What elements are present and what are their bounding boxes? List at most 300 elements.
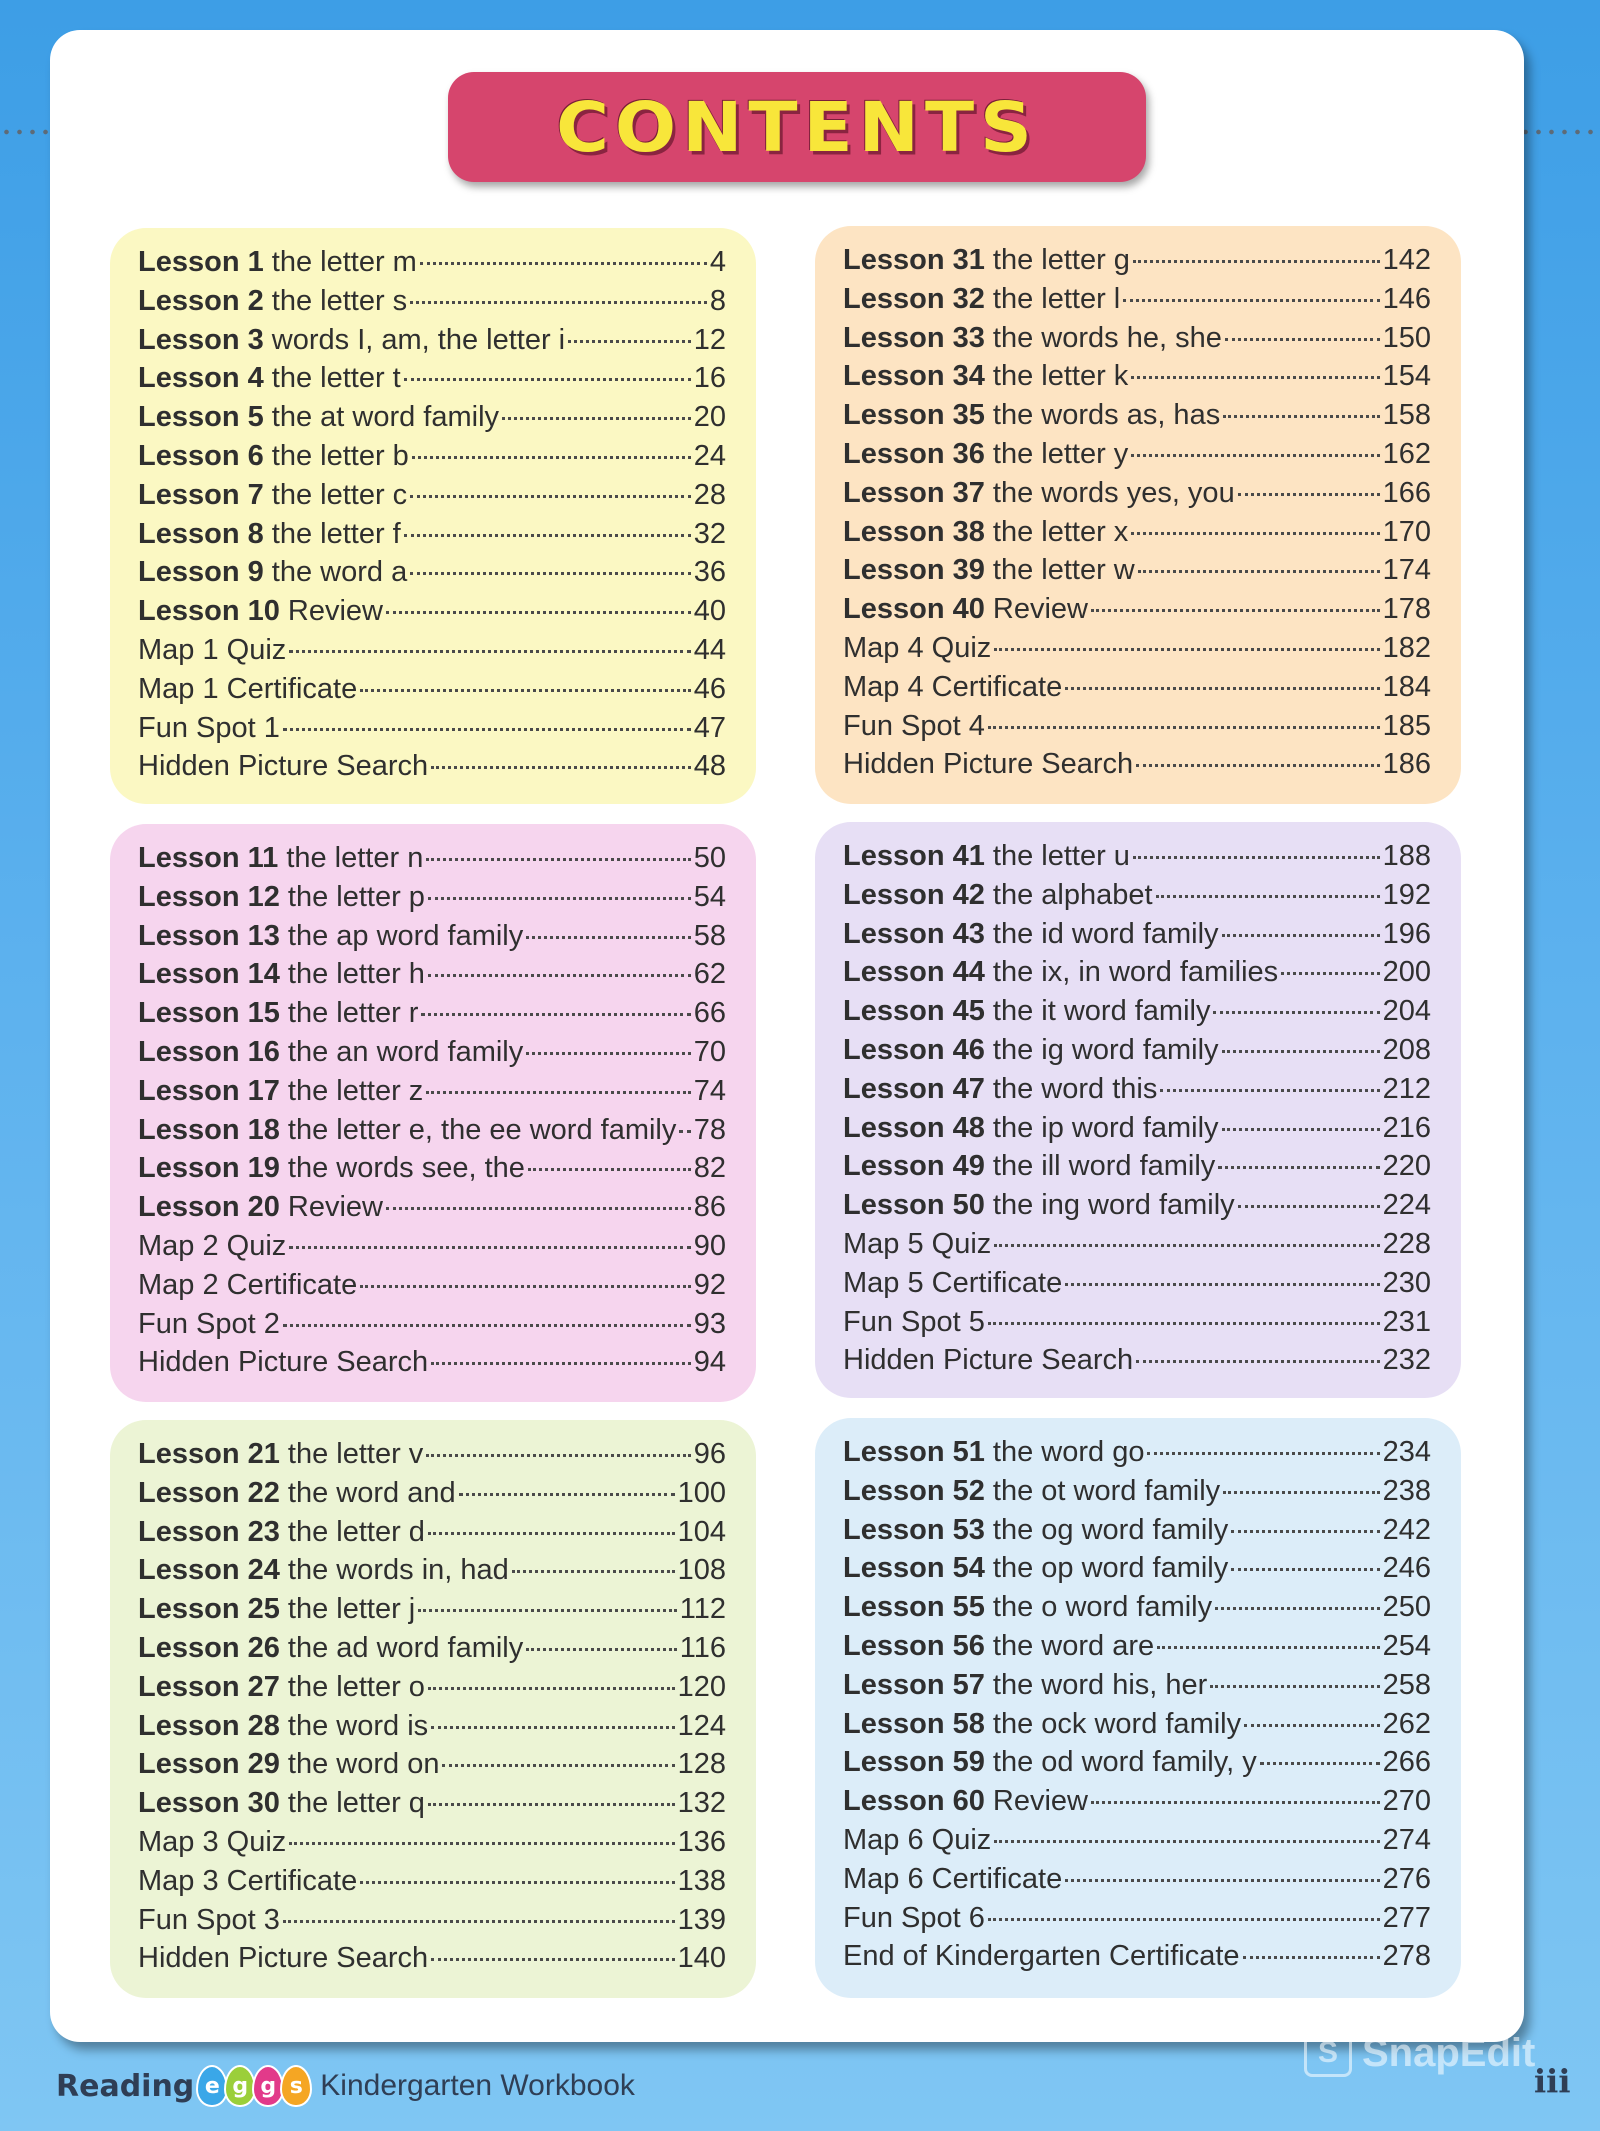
toc-entry-label (843, 1552, 1228, 1585)
toc-entry-lesson: Lesson 45 (843, 995, 985, 1028)
toc-entry (138, 881, 726, 920)
toc-entry-title: the letter v (287, 1438, 424, 1470)
dot-leader (994, 1244, 1379, 1247)
toc-entry (843, 322, 1431, 361)
toc-entry (138, 1308, 726, 1347)
toc-entry-lesson: Lesson 11 (138, 842, 279, 874)
toc-entry-label (843, 516, 1128, 549)
dot-leader (994, 648, 1379, 651)
toc-entry-label (138, 997, 418, 1030)
dot-leader (1238, 1205, 1380, 1208)
dot-leader (289, 1842, 674, 1845)
toc-entry-page: 96 (693, 1438, 726, 1470)
toc-entry-page: 184 (1382, 670, 1431, 703)
toc-entry (138, 1593, 726, 1632)
toc-entry (843, 554, 1431, 593)
book-title: Kindergarten Workbook (320, 2069, 635, 2102)
dot-leader (360, 1285, 691, 1288)
toc-entry-page: 32 (693, 517, 726, 550)
toc-entry-page: 86 (693, 1191, 726, 1224)
toc-entry-label (843, 1306, 985, 1339)
toc-entry-title: Review (992, 593, 1088, 626)
dot-leader (1157, 1646, 1380, 1649)
toc-entry-label (843, 1267, 1062, 1300)
toc-entry-label (138, 518, 401, 551)
brand-logo (56, 2060, 635, 2112)
toc-entry (843, 1189, 1431, 1228)
toc-entry-label (843, 1863, 1062, 1896)
toc-entry-page: 74 (693, 1074, 726, 1107)
toc-entry-lesson: Lesson 12 (138, 880, 280, 913)
toc-entry (138, 673, 726, 712)
toc-entry (843, 1112, 1431, 1151)
toc-entry-page: 54 (693, 880, 726, 913)
dot-leader (410, 301, 707, 304)
toc-entry-title: Review (287, 595, 383, 628)
toc-entry-page: 66 (693, 997, 726, 1030)
dot-leader (1131, 454, 1379, 457)
toc-entry-label (843, 322, 1222, 355)
toc-entry-page: 196 (1382, 917, 1431, 950)
toc-entry-label (843, 593, 1088, 626)
toc-entry-lesson: Lesson 42 (843, 878, 985, 911)
dot-leader (1231, 1568, 1379, 1571)
toc-entry (138, 1671, 726, 1710)
toc-entry (138, 1230, 726, 1269)
toc-entry-page: 142 (1382, 244, 1431, 276)
toc-entry-label (843, 632, 991, 665)
toc-entry-lesson: Lesson 21 (138, 1438, 280, 1470)
dot-leader (420, 262, 707, 265)
toc-entry-label (843, 477, 1235, 510)
toc-panel-map-6 (815, 1418, 1461, 1998)
toc-entry-label (843, 918, 1219, 951)
dot-leader (1243, 1956, 1380, 1959)
dot-leader (283, 1324, 691, 1327)
toc-entry-page: 108 (677, 1554, 726, 1587)
toc-entry-page: 186 (1382, 748, 1431, 781)
toc-entry-lesson: Lesson 60 (843, 1785, 985, 1818)
toc-entry-page: 182 (1382, 631, 1431, 664)
toc-entry-lesson: Lesson 31 (843, 244, 985, 276)
dot-leader (526, 936, 691, 939)
toc-entry-label (138, 1904, 280, 1937)
toc-entry-label (843, 1112, 1219, 1145)
toc-entry-title: the letter u (992, 840, 1130, 872)
toc-entry-page: 250 (1382, 1591, 1431, 1624)
dot-leader (1223, 415, 1379, 418)
dot-leader (404, 378, 691, 381)
toc-entry-page: 232 (1382, 1344, 1431, 1377)
toc-entry-page: 28 (693, 478, 726, 511)
dot-leader (526, 1648, 677, 1651)
toc-entry-label (138, 1152, 525, 1185)
toc-entry-lesson: Lesson 32 (843, 282, 985, 315)
toc-entry-label (138, 634, 286, 667)
toc-entry-title: Map 6 Quiz (843, 1823, 992, 1856)
toc-panel-map-2 (110, 824, 756, 1402)
toc-entry-page: 208 (1382, 1033, 1431, 1066)
toc-entry-page: 138 (677, 1864, 726, 1897)
toc-entry-label (138, 1308, 280, 1341)
toc-entry-label (138, 1516, 425, 1549)
toc-entry-title: the ap word family (287, 919, 524, 952)
toc-entry-lesson: Lesson 26 (138, 1631, 280, 1664)
toc-entry-label (843, 1150, 1215, 1183)
toc-entry-label (138, 556, 407, 589)
toc-entry-title: the letter x (992, 515, 1129, 548)
toc-entry-title: the og word family (992, 1513, 1229, 1546)
toc-entry-title: the words as, has (992, 399, 1221, 432)
toc-entry-page: 36 (693, 556, 726, 589)
toc-entry-title: the letter l (992, 282, 1121, 315)
toc-entry-label (138, 1632, 523, 1665)
toc-entry-title: Fun Spot 5 (843, 1305, 985, 1338)
toc-entry-title: Hidden Picture Search (138, 1346, 429, 1379)
toc-entry-lesson: Lesson 37 (843, 476, 985, 509)
toc-entry (138, 958, 726, 997)
toc-entry-page: 128 (677, 1748, 726, 1781)
toc-entry-title: the ad word family (287, 1631, 524, 1664)
toc-entry (843, 1940, 1431, 1979)
toc-entry (843, 1150, 1431, 1189)
toc-entry (843, 283, 1431, 322)
dot-leader (426, 1454, 690, 1457)
page-title: CONTENTS (556, 87, 1038, 167)
dot-leader (428, 1803, 675, 1806)
toc-entry-title: the id word family (992, 917, 1219, 950)
dot-leader (1131, 532, 1379, 535)
toc-entry (843, 1902, 1431, 1941)
toc-entry-title: the letter h (287, 958, 425, 991)
toc-entry-page: 216 (1382, 1111, 1431, 1144)
toc-entry-lesson: Lesson 30 (138, 1787, 280, 1820)
egg-icon: s (280, 2065, 312, 2107)
toc-entry-page: 262 (1382, 1707, 1431, 1740)
toc-entry (843, 399, 1431, 438)
toc-entry-lesson: Lesson 59 (843, 1746, 985, 1779)
toc-entry-page: 47 (693, 711, 726, 744)
dot-leader (428, 1532, 675, 1535)
toc-entry-title: Hidden Picture Search (843, 1344, 1134, 1377)
toc-entry (138, 1632, 726, 1671)
dot-leader (1123, 299, 1379, 302)
toc-entry-label (843, 1514, 1228, 1547)
toc-entry-page: 40 (693, 595, 726, 628)
toc-entry-lesson: Lesson 57 (843, 1668, 985, 1701)
dot-leader (428, 974, 691, 977)
toc-entry-title: Review (992, 1785, 1088, 1818)
toc-entry (138, 1269, 726, 1308)
toc-entry (843, 1863, 1431, 1902)
toc-entry-label (843, 1940, 1240, 1973)
toc-entry-lesson: Lesson 2 (138, 284, 264, 317)
toc-entry-page: 258 (1382, 1668, 1431, 1701)
toc-entry-page: 16 (693, 362, 726, 395)
toc-entry-label (843, 748, 1133, 781)
toc-entry (138, 479, 726, 518)
dot-leader (289, 650, 690, 653)
egg-icon: g (224, 2065, 256, 2107)
toc-entry-label (843, 438, 1128, 471)
dot-leader (1213, 1011, 1379, 1014)
toc-entry-page: 93 (693, 1307, 726, 1340)
toc-entry-lesson: Lesson 1 (138, 246, 264, 278)
toc-entry-lesson: Lesson 33 (843, 321, 985, 354)
dot-leader (412, 456, 691, 459)
toc-entry-title: the words he, she (992, 321, 1222, 354)
toc-entry-title: the alphabet (992, 878, 1153, 911)
toc-entry (138, 556, 726, 595)
toc-entry-page: 238 (1382, 1474, 1431, 1507)
toc-entry (138, 712, 726, 751)
toc-entry-title: Review (287, 1191, 383, 1224)
toc-entry-label (843, 283, 1120, 316)
dot-leader (418, 1609, 677, 1612)
toc-entry-page: 192 (1382, 878, 1431, 911)
toc-entry-page: 12 (693, 323, 726, 356)
toc-entry-title: the ock word family (992, 1707, 1242, 1740)
toc-entry-label (138, 958, 425, 991)
toc-entry-lesson: Lesson 24 (138, 1554, 280, 1587)
toc-entry-lesson: Lesson 34 (843, 360, 985, 393)
toc-entry-lesson: Lesson 15 (138, 997, 280, 1030)
toc-entry-lesson: Lesson 20 (138, 1191, 280, 1224)
toc-entry-page: 270 (1382, 1785, 1431, 1818)
toc-entry-page: 132 (677, 1787, 726, 1820)
toc-entry-page: 8 (709, 284, 726, 317)
dot-leader (404, 534, 691, 537)
toc-entry-lesson: Lesson 49 (843, 1150, 985, 1183)
toc-entry (138, 1904, 726, 1943)
toc-entry-title: the words see, the (287, 1152, 525, 1185)
toc-entry-lesson: Lesson 13 (138, 919, 280, 952)
toc-entry-title: the letter g (992, 244, 1130, 276)
dot-leader (431, 1362, 691, 1365)
dot-leader (502, 417, 691, 420)
toc-entry (138, 1114, 726, 1153)
dot-leader (1091, 1801, 1380, 1804)
page-number: iii (1534, 2062, 1571, 2100)
toc-entry-page: 82 (693, 1152, 726, 1185)
toc-entry-title: the words yes, you (992, 476, 1235, 509)
toc-entry-page: 188 (1382, 840, 1431, 872)
toc-entry-title: Fun Spot 3 (138, 1903, 280, 1936)
toc-entry-title: Hidden Picture Search (843, 748, 1134, 781)
toc-entry-page: 20 (693, 401, 726, 434)
toc-entry-page: 139 (677, 1903, 726, 1936)
toc-entry-title: Fun Spot 1 (138, 711, 280, 744)
dot-leader (1210, 1685, 1379, 1688)
toc-entry-page: 124 (677, 1709, 726, 1742)
toc-entry-label (843, 1344, 1133, 1377)
toc-entry-title: the word this (992, 1072, 1158, 1105)
toc-entry-page: 234 (1382, 1436, 1431, 1468)
toc-entry (138, 634, 726, 673)
toc-entry-title: the letter f (271, 517, 401, 550)
toc-entry-page: 246 (1382, 1552, 1431, 1585)
dot-leader (360, 1881, 674, 1884)
dot-leader (1223, 1491, 1379, 1494)
toc-entry-lesson: Lesson 9 (138, 556, 264, 589)
toc-entry-title: the letter w (992, 554, 1135, 587)
toc-entry-page: 104 (677, 1515, 726, 1548)
toc-entry-label (138, 1865, 357, 1898)
toc-entry-page: 230 (1382, 1266, 1431, 1299)
toc-entry (843, 632, 1431, 671)
dot-leader (1138, 570, 1380, 573)
toc-panel-map-4 (815, 226, 1461, 804)
toc-entry-page: 185 (1382, 709, 1431, 742)
toc-entry-lesson: Lesson 39 (843, 554, 985, 587)
egg-icon: e (196, 2065, 228, 2107)
toc-entry (843, 438, 1431, 477)
toc-entry-lesson: Lesson 36 (843, 437, 985, 470)
dot-leader (1260, 1762, 1380, 1765)
toc-entry-title: the word his, her (992, 1668, 1208, 1701)
toc-entry-label (843, 879, 1153, 912)
toc-entry (138, 1826, 726, 1865)
contents-banner (448, 72, 1146, 182)
toc-entry-title: End of Kindergarten Certificate (843, 1940, 1240, 1973)
watermark-icon: S (1304, 2029, 1352, 2077)
toc-entry-page: 24 (693, 439, 726, 472)
toc-entry-title: Map 1 Certificate (138, 672, 358, 705)
toc-entry-lesson: Lesson 5 (138, 401, 264, 434)
dot-leader (1218, 1166, 1379, 1169)
toc-entry-lesson: Lesson 14 (138, 958, 280, 991)
dot-leader (431, 766, 691, 769)
brand-eggs (200, 2065, 312, 2107)
toc-entry-title: the od word family, y (992, 1746, 1257, 1779)
toc-entry-label (138, 479, 407, 512)
toc-entry-lesson: Lesson 56 (843, 1629, 985, 1662)
toc-entry (843, 995, 1431, 1034)
toc-entry-title: the o word family (992, 1591, 1213, 1624)
toc-entry-label (138, 440, 409, 473)
toc-entry-title: the word are (992, 1629, 1155, 1662)
toc-entry (138, 750, 726, 789)
toc-entry-label (843, 1475, 1220, 1508)
toc-entry (138, 1191, 726, 1230)
toc-entry-label (843, 360, 1128, 393)
toc-entry-lesson: Lesson 27 (138, 1670, 280, 1703)
toc-entry-label (843, 1902, 985, 1935)
toc-entry-title: the ing word family (992, 1189, 1235, 1222)
toc-entry (843, 1824, 1431, 1863)
toc-entry (138, 1942, 726, 1981)
toc-entry (138, 1075, 726, 1114)
toc-entry-page: 242 (1382, 1513, 1431, 1546)
toc-entry-label (138, 1230, 286, 1263)
toc-entry (138, 1346, 726, 1385)
toc-entry-page: 100 (677, 1476, 726, 1509)
toc-entry-label (138, 1438, 423, 1471)
brand-word: Reading (56, 2068, 195, 2104)
toc-entry-lesson: Lesson 50 (843, 1189, 985, 1222)
toc-entry-label (138, 673, 357, 706)
toc-entry-lesson: Lesson 3 (138, 323, 264, 356)
toc-entry-label (843, 1591, 1212, 1624)
toc-entry-lesson: Lesson 51 (843, 1436, 985, 1468)
toc-entry-label (843, 840, 1130, 873)
toc-entry-label (843, 1034, 1219, 1067)
toc-entry-label (138, 712, 280, 745)
toc-entry-page: 90 (693, 1229, 726, 1262)
toc-entry (843, 1228, 1431, 1267)
toc-entry (843, 1785, 1431, 1824)
toc-entry-title: Hidden Picture Search (138, 1942, 429, 1975)
toc-entry (843, 1344, 1431, 1383)
toc-entry-page: 46 (693, 672, 726, 705)
dot-leader (426, 858, 690, 861)
toc-entry-title: the word on (287, 1748, 440, 1781)
toc-entry-page: 178 (1382, 593, 1431, 626)
dot-leader (410, 495, 691, 498)
toc-entry (138, 842, 726, 881)
dot-leader (1215, 1607, 1380, 1610)
toc-entry-lesson: Lesson 22 (138, 1476, 280, 1509)
toc-entry-label (138, 1710, 428, 1743)
toc-entry-page: 94 (693, 1346, 726, 1379)
toc-entry (843, 1630, 1431, 1669)
dot-leader (1222, 1050, 1380, 1053)
toc-entry-label (843, 1708, 1241, 1741)
toc-entry-page: 204 (1382, 995, 1431, 1028)
toc-entry-page: 78 (693, 1113, 726, 1146)
dot-leader (289, 1246, 690, 1249)
toc-entry (843, 1073, 1431, 1112)
toc-entry-title: the ip word family (992, 1111, 1219, 1144)
toc-entry-page: 140 (677, 1942, 726, 1975)
toc-entry-title: Map 6 Certificate (843, 1862, 1063, 1895)
toc-entry-label (843, 1228, 991, 1261)
dot-leader (526, 1052, 691, 1055)
toc-entry-label (843, 399, 1220, 432)
toc-entry-title: the letter m (271, 246, 417, 278)
toc-entry-label (138, 401, 499, 434)
toc-entry-lesson: Lesson 48 (843, 1111, 985, 1144)
toc-entry-title: the ix, in word families (992, 956, 1279, 989)
toc-entry-title: the letter q (287, 1787, 425, 1820)
dot-leader (426, 1091, 690, 1094)
toc-entry (843, 879, 1431, 918)
toc-entry-page: 48 (693, 750, 726, 783)
toc-entry-title: Fun Spot 2 (138, 1307, 280, 1340)
toc-entry-lesson: Lesson 4 (138, 362, 264, 395)
dot-leader (1065, 687, 1379, 690)
toc-entry (138, 1477, 726, 1516)
toc-entry (138, 518, 726, 557)
dot-leader (679, 1130, 690, 1133)
toc-entry-title: Map 5 Certificate (843, 1266, 1063, 1299)
toc-entry (843, 1708, 1431, 1747)
toc-entry-page: 150 (1382, 321, 1431, 354)
toc-entry (138, 1438, 726, 1477)
toc-entry-title: the letter c (271, 478, 408, 511)
dot-leader (410, 572, 691, 575)
dot-leader (421, 1013, 690, 1016)
toc-entry-lesson: Lesson 23 (138, 1515, 280, 1548)
toc-entry-lesson: Lesson 46 (843, 1033, 985, 1066)
toc-entry-lesson: Lesson 28 (138, 1709, 280, 1742)
toc-entry-lesson: Lesson 47 (843, 1072, 985, 1105)
toc-entry-lesson: Lesson 38 (843, 515, 985, 548)
dot-leader (283, 728, 691, 731)
toc-entry (843, 1306, 1431, 1345)
toc-entry-title: Fun Spot 6 (843, 1901, 985, 1934)
dot-leader (1133, 856, 1380, 859)
